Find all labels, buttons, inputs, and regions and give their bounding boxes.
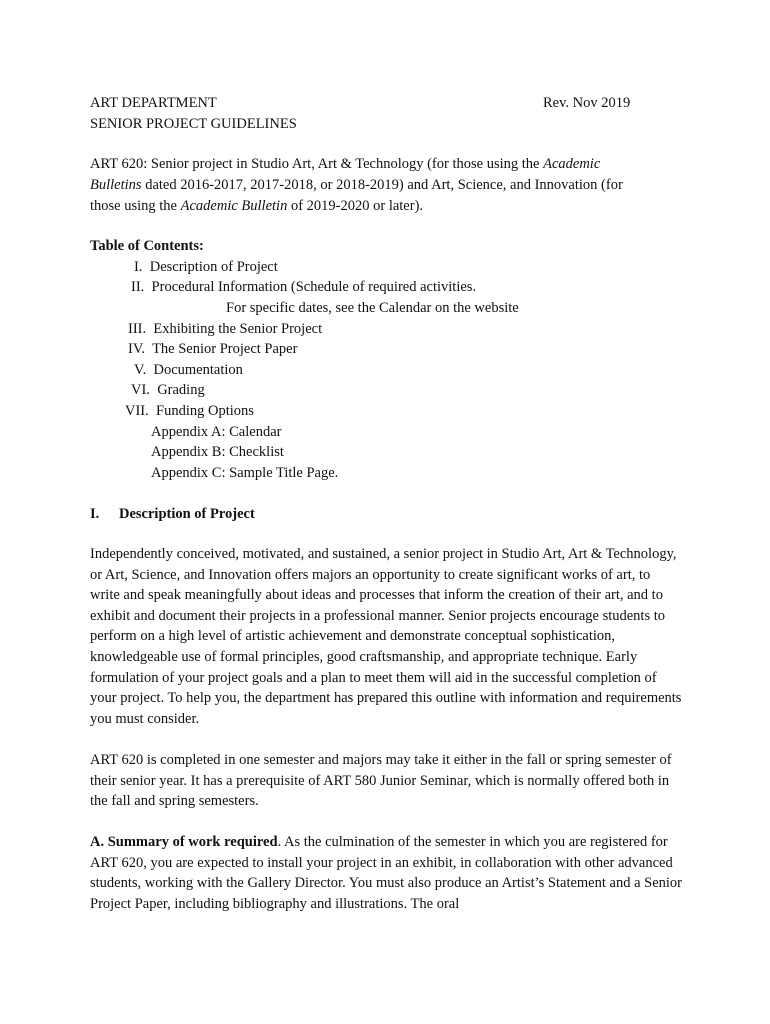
toc-item: III. Exhibiting the Senior Project [128, 321, 323, 337]
body-paragraph: ART 620 is completed in one semester and majors may take it either in the fall or spring semester of their senior year. It has a prerequisite of ART 580 Junior Seminar, which is normally offered both in the fall and spring semesters. [90, 752, 672, 810]
subsection-label: A. Summary of work required [90, 834, 278, 850]
intro-text: of 2019-2020 or later). [287, 198, 424, 214]
intro-italic: Academic Bulletin [180, 198, 288, 214]
toc-appendix: Appendix B: Checklist [151, 444, 284, 460]
toc-item: V. Documentation [134, 362, 243, 378]
section-number: I. [90, 506, 100, 522]
toc-heading: Table of Contents: [90, 238, 204, 254]
toc-item: II. Procedural Information (Schedule of required activities. [131, 279, 477, 295]
intro-line-3 [90, 196, 423, 216]
intro-italic: Bulletins [90, 177, 142, 193]
intro-text: dated 2016-2017, 2017-2018, or 2018-2019) and Art, Science, and Innovation (for [141, 177, 623, 193]
toc-appendix: Appendix A: Calendar [151, 424, 282, 440]
toc-item: IV. The Senior Project Paper [128, 341, 298, 357]
intro-italic: Academic [543, 156, 601, 172]
subsection-text: . As the culmination of the semester in which you are registered for ART 620, you are expected to install your project in an exhibit, in collaboration with other advanced students, working with the Gallery Director. You must also produce an Artist’s Statement and a Senior Project Paper, including bibliography and illustrations. The oral [90, 834, 683, 912]
intro-line-2 [90, 175, 623, 195]
toc-item-note: For specific dates, see the Calendar on the website [226, 300, 519, 316]
body-paragraph: Independently conceived, motivated, and sustained, a senior project in Studio Art, Art & Technology, or Art, Science, and Innovation offers majors an opportunity to create significant works of art, to write and speak meaningfully about ideas and processes that inform the creation of their art, and to exhibit and document their projects in a professional manner. Senior projects encourage students to perform on a high level of artistic achievement and demonstrate conceptual sophistication, knowledgeable use of formal principles, good craftsmanship, and appropriate technique. Early formulation of your project goals and a plan to meet them will aid in the successful completion of your project. To help you, the department has prepared this outline with information and requirements you must consider. [90, 546, 682, 727]
section-title: Description of Project [119, 506, 255, 522]
intro-line-1 [90, 154, 600, 174]
toc-item: VI. Grading [131, 382, 205, 398]
document-title: SENIOR PROJECT GUIDELINES [90, 116, 297, 132]
revision-date: Rev. Nov 2019 [543, 95, 631, 111]
intro-text: those using the [90, 198, 181, 214]
summary-paragraph [90, 832, 682, 914]
toc-item: I. Description of Project [134, 259, 278, 275]
toc-item: VII. Funding Options [125, 403, 254, 419]
department-heading: ART DEPARTMENT [90, 95, 217, 111]
toc-appendix: Appendix C: Sample Title Page. [151, 465, 339, 481]
intro-text: ART 620: Senior project in Studio Art, Art & Technology (for those using the [90, 156, 544, 172]
